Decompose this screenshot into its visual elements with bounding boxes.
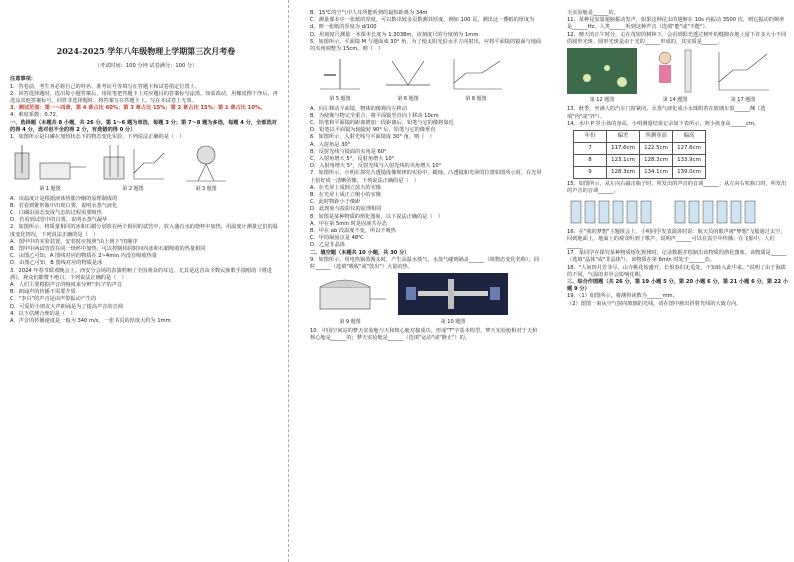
figure-row	[10, 143, 282, 193]
figure-caption: 第 6 题图	[397, 96, 419, 103]
figure-2	[98, 143, 168, 193]
option: A．该温度计是根据液体热胀冷缩的原理制成的	[10, 195, 118, 202]
table-cell: 127.6cm	[673, 143, 706, 155]
figure-14	[645, 48, 705, 104]
table-cell: 128.3cm	[607, 167, 640, 179]
notice-item: 4．难度系数：0.72。	[10, 112, 62, 119]
figure-5-drawing	[310, 55, 370, 93]
section-heading: 二、填空题（本题共 10 小题，共 30 分）	[310, 249, 410, 256]
section-heading: 一、选择题（本题共 8 小题，共 26 分。第 1～6 题为单选，每题 3 分；第 7～8 题为多选，每题 4 分，全部选对的得 4 分，选对但不全的得 2 分，有选错的得 0 分）	[10, 119, 277, 133]
figure-12-drawing	[567, 48, 637, 94]
figure-10	[398, 273, 508, 325]
figure-8	[446, 55, 506, 103]
option: C．甲的凝固点是 48℃	[310, 235, 365, 242]
column-2	[310, 10, 542, 342]
table-cell: 8	[574, 155, 607, 167]
figure-caption: 第 9 题图	[339, 318, 361, 325]
bottles-figure	[567, 195, 777, 225]
question-1: 1．如图所示是白磷在加热状态下的物态变化实验，下列说法正确的是（ ）	[10, 134, 185, 141]
table-row	[574, 167, 706, 179]
table-cell: 139.0cm	[673, 167, 706, 179]
table-cell: 123.1cm	[607, 155, 640, 167]
question-10-tail: 天实验舱是______的。	[567, 10, 619, 16]
figure-caption: 第 10 题图	[440, 318, 466, 325]
option: A．在光屏上成倒立放大的实像	[310, 184, 381, 191]
section-heading: 三、综合作图题（共 26 分，第 19 小题 5 分，第 20 小题 6 分，第 21 小题 6 分，第 22 小题 9 分）	[567, 279, 789, 293]
figure-17-drawing	[713, 48, 773, 94]
option: C．由图乙可知，A 图线对应的物质在 2~4min 内没有吸收热量	[10, 253, 157, 260]
figure-8-drawing	[446, 55, 506, 93]
notice-item-scope: 3．测试范围：第一～四章，第 4 章占比 60%；第 3 章占比 15%；第 2 章占比 15%；第 1 章占比 10%。	[10, 105, 266, 112]
height-table	[573, 130, 706, 179]
question-14: 14．水中 P 岁小孩的身高，小明测量结果记录如下表所示，则小孩身高______cm。	[567, 120, 760, 127]
figure-2-drawing	[98, 143, 168, 183]
figure-3	[176, 143, 236, 193]
figure-12	[567, 48, 637, 104]
question-16: 16．在"我的梦想"主题班会上，小明同学发表演讲时说：航天员的歌声被"梦想"飞船通过太空，回到地面上，地面上的观众听到了歌声，说明声______可以在真空中传播；在飞船中，人们______	[567, 228, 786, 250]
table-row	[574, 143, 706, 155]
question-2: 2．如图所示，将质量相同的冰和石蜡分别放在两个相同的试管中，放入盛有水的烧杯中加热，用温度计测量它们的温度变化情况，下列说法正确的是（ ）	[10, 224, 278, 238]
table-header: 偏差	[607, 131, 640, 143]
question-15: 15．如图所示，从左向右敲击瓶子时，所发出的声音的音调______；从左向右吹瓶口时，所发出的声音的音调______。	[567, 181, 787, 195]
figure-9-drawing	[310, 273, 390, 315]
table-header: 偏高	[673, 131, 706, 143]
question-12: 12．晴天的正午时分，走在茂密的树林下，会看到阳光透过树叶的缝隙在地上留下许多大小不同的圆形光斑。圆形光斑是由于光的______形成的，其实质是______。	[567, 31, 787, 45]
option: D．由图乙可知，B 图线对应的物质是冰	[10, 260, 103, 267]
question-10: 10．中国空间站的梦天实验舱与天和核心舱对接成功，形成"T"字基本构型，梦天实验舱相对于天和核心舱是______的；梦天实验舱是______（选填"运动"或"静止"）的。	[310, 327, 538, 341]
option: C．此时物距小于像距	[310, 199, 361, 206]
figure-caption: 第 3 题图	[195, 186, 217, 193]
figure-6	[378, 55, 438, 103]
question-3: 3．2024 年春节联欢晚会上，西安分会场的表演唱响了全国观众的耳边，尤其是这首由少数民族歌手演唱的《将进酒》，观众们都赞不绝口。下列说法正确的是（ ）	[10, 267, 272, 281]
option: C．铅笔和平面镜的距离增加一段距离后，铅笔与它的像将靠近	[310, 120, 454, 127]
table-row	[574, 155, 706, 167]
question-9: 9．如图所示，用电热锅蒸馒头时，产生高温水蒸气，水蒸气碰到锅盖______（填物态变化名称），同时______（选填"吸收"或"放出"）大量的热。	[310, 256, 539, 271]
question-6: 6．如图所示，入射光线与平面镜成 30° 角，则（ ）	[310, 134, 435, 141]
option: B．甲在 ab 段温度不变，所以不吸热	[310, 228, 396, 235]
figure-3-drawing	[176, 143, 236, 183]
table-cell: 133.9cm	[673, 155, 706, 167]
table-cell: 134.1cm	[640, 167, 673, 179]
binding-gutter	[288, 0, 305, 562]
table-cell: 122.5cm	[640, 143, 673, 155]
table-header-row	[574, 131, 706, 143]
option: D．可爱的小朋友大声朗诵是为了提高声音的音调	[10, 303, 123, 310]
option: A．图甲中的实验装置，安装时应按照"由上到下"的顺序	[10, 238, 138, 245]
table-header: 年份	[574, 131, 607, 143]
figure-caption: 第 2 题图	[122, 186, 144, 193]
option: B．在光屏上成正立缩小的实像	[310, 192, 381, 199]
option: D．铅笔以平面镜为轴旋转 90° 后，铅笔与它的像垂直	[310, 127, 436, 134]
figure-6-drawing	[378, 55, 438, 93]
option: C．白磷由固态变成气态的过程需要吸热	[10, 210, 102, 217]
question-17: 17．某同学在探究某种物质熔化规律时，记录数据并绘制出该物质的熔化图象，该物质是______（选填"晶体"或"非晶体"），该物质在第 6min 时处于______态。	[567, 250, 787, 264]
option: B．若看到锥形瓶中出现白雾，说明水蒸气液化	[10, 202, 118, 209]
option: B．15℃的空气中人耳所能听到的最短距离为 34m	[310, 10, 428, 16]
option: D．此现象与投影仪的原理相同	[310, 206, 382, 213]
option: D．若看到试管中的白雾，说明水蒸气凝华	[10, 217, 108, 224]
figure-17	[713, 48, 773, 104]
figure-10-drawing	[398, 273, 508, 315]
figure-1	[10, 143, 90, 193]
page-subtitle: （考试时间：100 分钟 试卷满分：100 分）	[94, 63, 198, 70]
option: D．入射角增大 5°，反射光线与入射光线的夹角增大 10°	[310, 163, 442, 170]
figure-caption: 第 5 题图	[329, 96, 351, 103]
question-4: 4．以下估测合理的是（ ）	[10, 310, 76, 317]
question-7: 7．如图所示，小明在探究凸透镜成像规律的实验中，蜡烛、凸透镜和光屏的位置如图所示时，在光屏上恰好成一清晰的像，下列说法正确的是（ ）	[310, 170, 542, 184]
table-cell: 128.3cm	[640, 155, 673, 167]
question-19: 19．（1）如图所示，将测得读数为______mm。	[567, 293, 678, 300]
table-cell: 117.6cm	[607, 143, 640, 155]
figure-caption: 第 17 题图	[730, 97, 756, 104]
option: D．用刻度尺测量一本课本长度为 1.3038m，该刻度尺的分度值为 1mm	[310, 31, 479, 38]
notice-item: 2．回答选择题时，选出每小题答案后，用铅笔把答题卡上对应题目的答案标号涂黑。如需改动，用橡皮擦干净后，再选涂其他答案标号。回答非选择题时，将答案写在答题卡上。写在本试卷上无效。	[10, 90, 278, 105]
option: B．为使像与物完全重合，将平面镜竖直向上移动 10cm	[310, 112, 439, 119]
question-13: 13．秋季，坐满人的汽车门窗紧闭，水蒸气液化成小水珠附着在玻璃车窗______侧（选填"内"或"外"）。	[567, 106, 766, 120]
question-5: 5．如图所示，平面镜 M 与地面成 30° 角，为了使太阳光沿水平方向射出，应将平面镜的镜面与地面的夹角调整为 15cm。则（ ）	[310, 38, 542, 53]
option: C．测量课本中一张纸的厚度，可以数出较多页数测其厚度，例如 100 页，测出这一叠纸的厚度为 d，则一张纸的厚度为 d/100	[310, 17, 535, 31]
notice-item: 1．答卷前，考生务必将自己的姓名、准考证号等填写在答题卡和试卷指定位置上。	[10, 83, 201, 90]
figure-1-drawing	[10, 143, 90, 183]
column-3	[567, 10, 789, 308]
table-cell: 7	[574, 143, 607, 155]
figure-9	[310, 273, 390, 325]
option: A．向左移动平面镜，物体的像将向左移动	[310, 105, 407, 112]
option: A．人们主要根据声音的响度来分辨"李白"的声音	[10, 282, 123, 289]
page-title: 2024-2025 学年八年级物理上学期第三次月考卷	[56, 46, 236, 56]
question-18: 18．"人间四月芳菲尽，山寺桃花始盛开。长恨春归无觅处，不知转入此中来。"说明了由于海拔的不同，气温的差异会影响花期。	[567, 264, 786, 278]
figure-row	[310, 55, 542, 103]
option: B．反射光线与镜面的夹角是 60°	[310, 148, 387, 155]
table-cell: 9	[574, 167, 607, 179]
option: B．图甲中两试管放在同一烧杯中加热，可以控制相同时间内冰和石蜡吸收的热量相同	[10, 246, 206, 253]
figure-caption: 第 14 题图	[662, 97, 688, 104]
option: A．入射角是 30°	[310, 141, 351, 148]
notice-heading: 注意事项：	[10, 76, 36, 83]
question-11: 11．某种昆虫靠翅膀振动发声，如果这种昆虫的翅膀在 10s 内振动 3500 次，则它振动的频率是______Hz，人类______听到这种声音（选填"能"或"不能"）。	[567, 17, 785, 31]
figure-caption: 第 12 题图	[589, 97, 615, 104]
figure-row	[567, 48, 789, 104]
option: C．入射角增大 5°，反射角增大 10°	[310, 156, 395, 163]
figure-14-drawing	[645, 48, 705, 94]
option: B．朗诵声的传播不需要介质	[10, 289, 76, 296]
question-8: 8．如图是某种物质的熔化图象，以下说法正确的是（ ）	[310, 213, 443, 220]
figure-5	[310, 55, 370, 103]
figure-caption: 第 1 题图	[39, 186, 61, 193]
option: A．甲在第 5min 时是固液共存态	[310, 220, 387, 227]
option: A．声音的传播速度是一般为 340 m/s，一张书页的厚度大约为 1mm	[10, 318, 171, 325]
option: D．乙是非晶体	[310, 242, 346, 249]
option: C．"李白"的声音是由声带振动产生的	[10, 296, 97, 303]
figure-caption: 第 8 题图	[465, 96, 487, 103]
column-1	[10, 10, 282, 325]
table-header: 所测身高	[640, 131, 673, 143]
question-19b: （2）图图一束从空气射向玻璃的光线，请在图中画出折射光线的大致方向。	[567, 300, 742, 307]
figure-row	[310, 273, 542, 325]
